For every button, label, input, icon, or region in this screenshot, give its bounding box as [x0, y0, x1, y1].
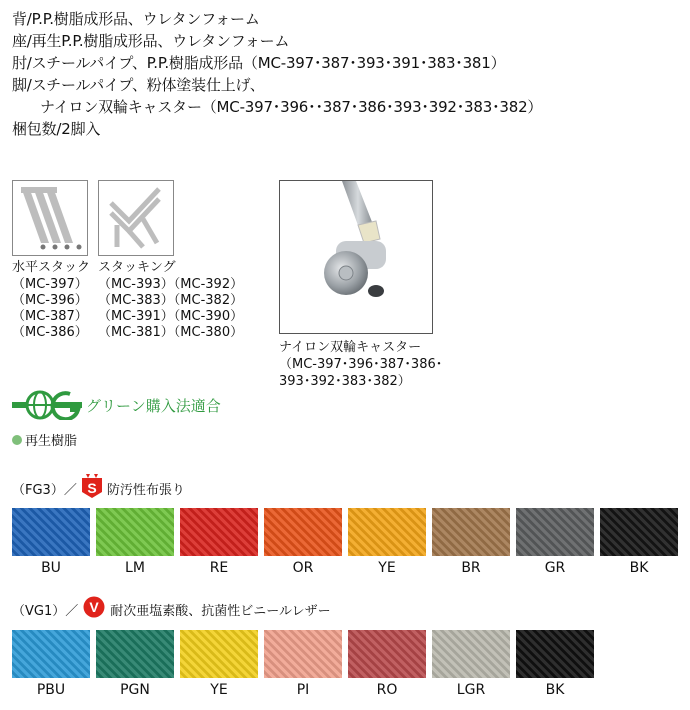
swatch-code: BU: [41, 560, 61, 576]
swatch-code: YE: [378, 560, 396, 576]
swatch-code: PGN: [120, 682, 150, 698]
model-item: （MC-393）（MC-392）: [98, 277, 244, 292]
swatch-code: BR: [461, 560, 481, 576]
model-item: （MC-381）（MC-380）: [98, 325, 244, 340]
caster-models-2: 393･392･383･382）: [279, 374, 411, 389]
green-dot-icon: [12, 435, 22, 445]
spec-arm: 肘/スチールパイプ、P.P.樹脂成形品（MC-397･387･393･391･383･381）: [12, 54, 506, 72]
model-item: （MC-386）: [12, 325, 88, 340]
model-item: （MC-391）（MC-390）: [98, 309, 244, 324]
spec-back: 背/P.P.樹脂成形品、ウレタンフォーム: [12, 10, 260, 28]
horizontal-stack-icon: [12, 180, 88, 256]
swatch-code: OR: [292, 560, 314, 576]
spec-caster: ナイロン双輪キャスター（MC-397･396･･387･386･393･392･383･382）: [40, 98, 543, 116]
horizontal-stack-label: 水平スタック: [12, 260, 91, 275]
stacking-label: スタッキング: [98, 260, 176, 275]
swatch-code: PBU: [36, 682, 66, 698]
recycled-resin-note: [12, 430, 77, 449]
swatch-code: RE: [209, 560, 229, 576]
spec-pack: 梱包数/2脚入: [12, 120, 101, 138]
model-item: （MC-397）: [12, 277, 88, 292]
green-purchase-logo: [12, 390, 82, 420]
svg-text:V: V: [89, 599, 99, 615]
fabric-label: 防汚性布張り: [106, 482, 185, 498]
color-swatch: [180, 630, 258, 678]
stacking-icon: [98, 180, 174, 256]
caster-photo: [279, 180, 433, 334]
vinyl-heading: [12, 596, 331, 622]
swatch-code: LM: [125, 560, 145, 576]
color-swatch: [516, 630, 594, 678]
caster-models-1: （MC-397･396･387･386･: [279, 357, 443, 372]
fabric-heading: [12, 474, 185, 502]
stain-resistant-icon: [82, 474, 102, 502]
vinyl-label: 耐次亜塩素酸、抗菌性ビニールレザー: [110, 603, 331, 619]
color-swatch: [96, 508, 174, 556]
color-swatch: [432, 508, 510, 556]
color-swatch: [264, 508, 342, 556]
swatch-code: BK: [629, 560, 649, 576]
swatch-code: RO: [376, 682, 398, 698]
color-swatch: [12, 630, 90, 678]
color-swatch: [432, 630, 510, 678]
color-swatch: [180, 508, 258, 556]
color-swatch: [600, 508, 678, 556]
stacking-models: [98, 277, 243, 341]
color-swatch: [516, 508, 594, 556]
model-item: （MC-396）: [12, 293, 88, 308]
swatch-code: BK: [545, 682, 565, 698]
spec-block: [12, 8, 682, 140]
svg-text:S: S: [87, 480, 97, 496]
swatch-code: YE: [210, 682, 228, 698]
model-item: （MC-387）: [12, 309, 88, 324]
color-swatch: [264, 630, 342, 678]
color-swatch: [96, 630, 174, 678]
spec-seat: 座/再生P.P.樹脂成形品、ウレタンフォーム: [12, 32, 290, 50]
horizontal-stack-models: [12, 277, 88, 341]
model-item: （MC-383）（MC-382）: [98, 293, 244, 308]
fabric-code: （FG3）／: [12, 482, 77, 498]
green-purchase-label: グリーン購入法適合: [86, 397, 221, 415]
vinyl-code: （VG1）／: [12, 603, 79, 619]
antibacterial-icon: [83, 596, 105, 622]
swatch-code: GR: [544, 560, 566, 576]
swatch-code: LGR: [456, 682, 486, 698]
caster-title: ナイロン双輪キャスター: [279, 340, 422, 355]
color-swatch: [348, 508, 426, 556]
color-swatch: [12, 508, 90, 556]
color-swatch: [348, 630, 426, 678]
recycled-resin-label: 再生樹脂: [25, 434, 78, 449]
spec-leg: 脚/スチールパイプ、粉体塗装仕上げ、: [12, 76, 265, 94]
swatch-code: PI: [296, 682, 310, 698]
